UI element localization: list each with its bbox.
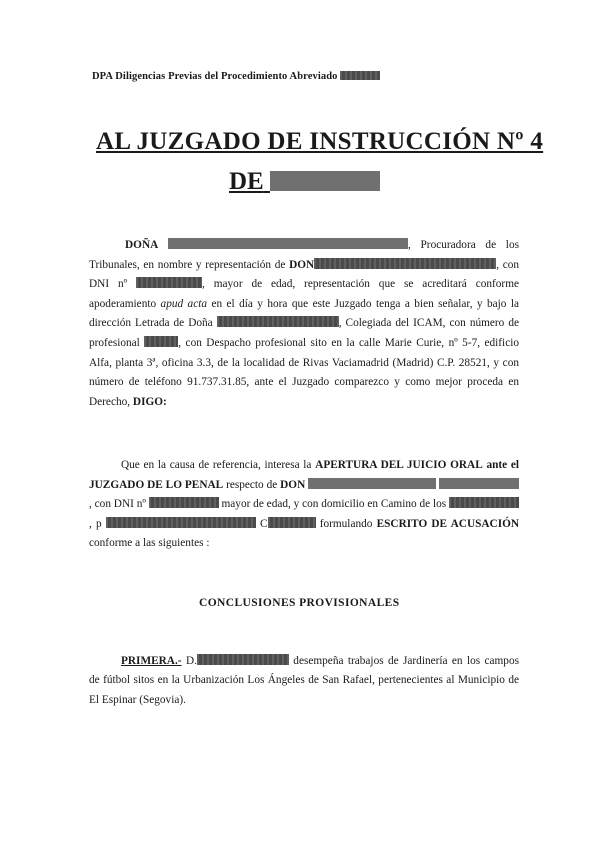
section-heading-text: CONCLUSIONES PROVISIONALES [199,597,400,609]
redaction [106,517,256,528]
redaction [314,258,496,269]
text-span: , Colegiada del ICAM, con número de profesional [89,317,519,349]
redaction [439,478,519,489]
first-conclusion-paragraph [89,652,519,710]
text-span: , con Despacho profesional sito en la calle Marie Curie, nº 5-7, edificio Alfa, planta 3ª, oficina 3.3, de la localidad de Rivas Vaciamadrid (Madrid) C.P. 28521, y con número de teléfono 91.737.31.85, ante el Juzgado comparezco y como mejor proceda en Derecho, [89,336,520,408]
escrito-label: ESCRITO DE ACUSACIÓN [376,517,520,530]
redaction [449,497,519,508]
section-heading [199,597,400,609]
redaction [197,654,289,665]
text-span: , mayor de edad, representación que se acreditará conforme apoderamiento [89,278,519,310]
text-span: , con DNI nº [89,258,520,291]
apertura-label: APERTURA DEL JUICIO ORAL [315,459,483,471]
redaction [308,478,436,489]
redaction [268,517,316,528]
redaction [270,171,380,191]
redaction [168,238,408,249]
text-span: , Procuradora de los Tribunales, en nombre y representación de [89,239,519,271]
text-span: , con DNI nº [89,498,146,511]
intro-paragraph [89,236,519,412]
text-span: respecto de [226,478,278,491]
document-title-line-2 [229,168,380,196]
text-span: , p [89,517,102,530]
title-line-1: AL JUZGADO DE INSTRUCCIÓN Nº 4 [96,128,544,155]
redaction [217,316,339,327]
text-span: formulando [319,517,373,530]
don-label: DON [280,478,306,491]
digo-label: DIGO: [132,395,167,408]
primera-label: PRIMERA.- [121,655,182,667]
apud-acta: apud acta [160,297,208,310]
text-span: Que en la causa de referencia, interesa la [121,459,312,471]
text-span: D. [185,655,197,667]
title-line-2-prefix: DE [229,168,264,195]
redaction [149,497,219,508]
text-span: desempeña trabajos de Jardinería en los campos de fútbol sitos en la Urbanización Los Ángeles de San Rafael, pertenecientes al Municipio de El Espinar (Segovia). [89,655,519,706]
dona-label: DOÑA [125,239,159,251]
document-title [96,128,543,156]
don-label: DON [289,258,315,271]
case-reference [92,71,380,82]
juzgado-penal-label: ante el JUZGADO DE LO PENAL [89,459,520,491]
text-span: en el día y hora que este Juzgado tenga a bien señalar, y bajo la dirección Letrada de Doña [89,297,520,330]
redaction [340,71,380,80]
text-span: C [259,517,268,530]
redaction [136,277,202,288]
text-span: mayor de edad, y con domicilio en Camino de los [221,498,447,511]
text-span: conforme a las siguientes : [89,537,210,550]
case-reference-text: DPA Diligencias Previas del Procedimiento Abreviado [92,71,338,82]
redaction [144,336,178,347]
request-paragraph [89,456,519,554]
